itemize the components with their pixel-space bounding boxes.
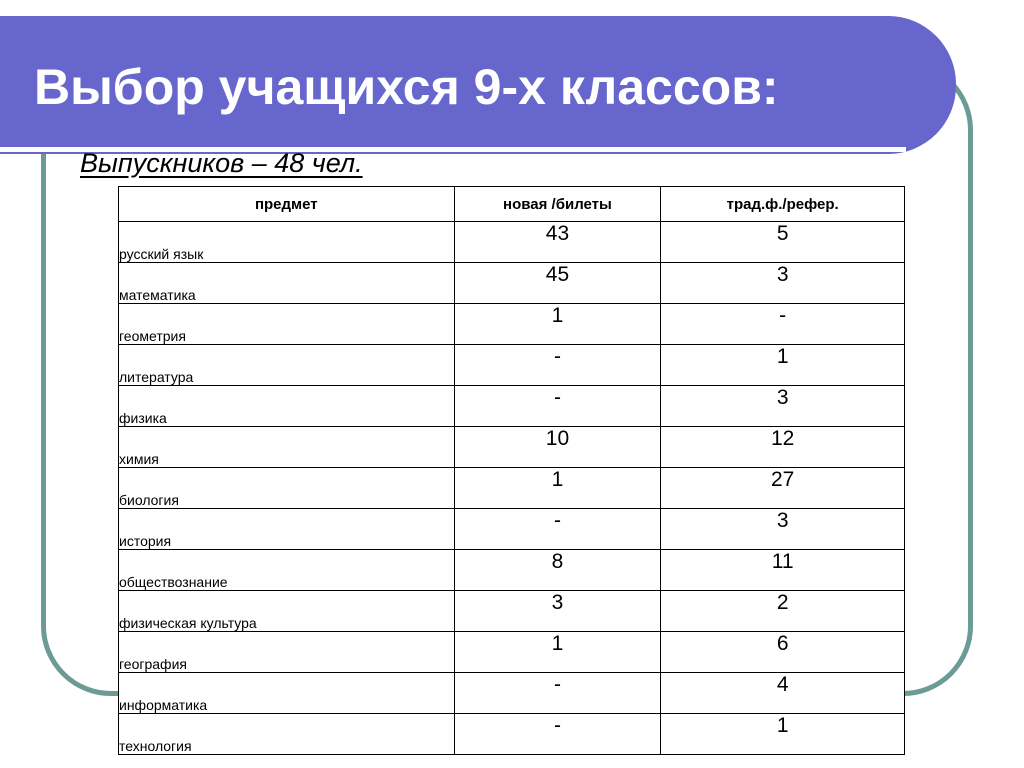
new-form-cell: -: [454, 673, 661, 714]
table-row: [119, 345, 905, 386]
subject-cell: химия: [119, 427, 455, 468]
traditional-form-cell: 1: [661, 714, 905, 755]
subject-cell: обществознание: [119, 550, 455, 591]
traditional-form-cell: 11: [661, 550, 905, 591]
new-form-cell: 43: [454, 222, 661, 263]
subject-cell: русский язык: [119, 222, 455, 263]
new-form-cell: 1: [454, 468, 661, 509]
traditional-form-cell: 5: [661, 222, 905, 263]
table-row: [119, 550, 905, 591]
traditional-form-cell: 2: [661, 591, 905, 632]
new-form-cell: 1: [454, 304, 661, 345]
traditional-form-cell: 1: [661, 345, 905, 386]
table-row: [119, 714, 905, 755]
traditional-form-cell: 6: [661, 632, 905, 673]
header-subject: предмет: [119, 187, 455, 222]
slide-title: Выбор учащихся 9-х классов:: [34, 59, 779, 115]
table-row: [119, 673, 905, 714]
new-form-cell: -: [454, 345, 661, 386]
table-row: [119, 427, 905, 468]
new-form-cell: 10: [454, 427, 661, 468]
subject-cell: геометрия: [119, 304, 455, 345]
table-row: [119, 386, 905, 427]
new-form-cell: 45: [454, 263, 661, 304]
table-row: [119, 304, 905, 345]
traditional-form-cell: 12: [661, 427, 905, 468]
subject-cell: история: [119, 509, 455, 550]
subject-cell: физика: [119, 386, 455, 427]
new-form-cell: -: [454, 714, 661, 755]
traditional-form-cell: 4: [661, 673, 905, 714]
subject-cell: география: [119, 632, 455, 673]
traditional-form-cell: 3: [661, 386, 905, 427]
header-traditional-form: трад.ф./рефер.: [661, 187, 905, 222]
table-row: [119, 632, 905, 673]
new-form-cell: 8: [454, 550, 661, 591]
choice-table: [118, 186, 905, 755]
new-form-cell: -: [454, 509, 661, 550]
subject-cell: литература: [119, 345, 455, 386]
slide-subtitle: Выпускников – 48 чел.: [80, 148, 363, 178]
table-row: [119, 509, 905, 550]
table-row: [119, 468, 905, 509]
subject-cell: технология: [119, 714, 455, 755]
traditional-form-cell: 27: [661, 468, 905, 509]
table-row: [119, 222, 905, 263]
subject-cell: физическая культура: [119, 591, 455, 632]
new-form-cell: -: [454, 386, 661, 427]
table-header-row: [119, 187, 905, 222]
table-row: [119, 591, 905, 632]
header-new-form: новая /билеты: [454, 187, 661, 222]
table-row: [119, 263, 905, 304]
new-form-cell: 1: [454, 632, 661, 673]
subject-cell: информатика: [119, 673, 455, 714]
new-form-cell: 3: [454, 591, 661, 632]
title-bar: [0, 16, 956, 154]
traditional-form-cell: -: [661, 304, 905, 345]
traditional-form-cell: 3: [661, 263, 905, 304]
subject-cell: математика: [119, 263, 455, 304]
subject-cell: биология: [119, 468, 455, 509]
traditional-form-cell: 3: [661, 509, 905, 550]
